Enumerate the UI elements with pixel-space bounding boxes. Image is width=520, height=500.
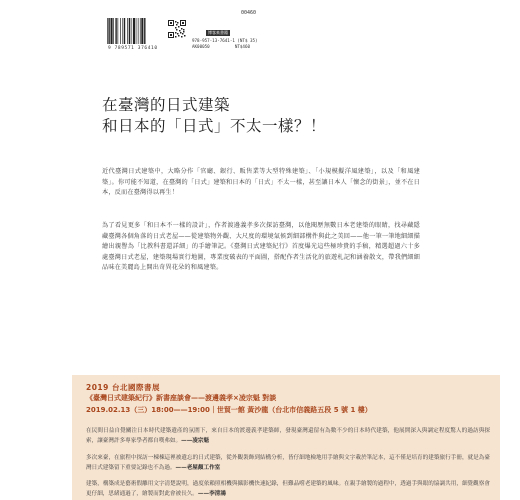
barcode-icon [106, 18, 164, 46]
bookstore-badge: 博客來書籍 [208, 30, 228, 35]
review-text: 多次來臺，在旅程中探訪一棟棟這裡被遺忘的日式建築，從外觀裝飾到結構分析，皆仔細地檢地用手繪與文字載於筆記本，這不僅是培育的建築旅行手冊，就是為臺灣日式建築留下重要記錄也不為過。 [86, 454, 490, 471]
body-paragraph-1: 近代臺灣日式建築中，大略分作「官廳、銀行、販售業等大型特殊建築」、「小規模擬洋風建築」，以及「和風建築」。你可能不知道，在臺灣的「日式」建築和日本的「日式」不太一樣，甚至讓日本人「懷念的街景」，並不在日本，反而在臺灣得以再生！ [102, 168, 420, 197]
headline-line-2: 和日本的「日式」不太一樣？！ [102, 117, 327, 135]
isbn-right-code: NT$460 [234, 44, 250, 49]
review-2 [86, 453, 490, 473]
review-3 [86, 479, 490, 499]
qr-code-icon [168, 20, 186, 38]
isbn-info [192, 19, 258, 50]
body-paragraph-2: 為了看見更多「和日本不一樣的設計」，作者渡邊義孝多次探訪臺灣，以他閱歷無數日本老建築的眼睛，找尋藏隱藏臺灣各個角落的日式老屋——從建築物外觀、大尺度的環境氣候到細部構件與此之美回——他一筆一筆地細細描繪出親譽為「比教科書還詳細」的手繪筆記。《臺灣日式建築紀行》首度爆光這些極珍貴的手稿，精選超過六十多處臺灣日式老屋，建築現場實行地圖，專業度破表的平面圖，搭配作者生活化的旅遊札記和涵養散文，帶我們細細品味在美麗島上開出奇異花朵的和風建築。 [102, 222, 420, 272]
review-text: 在民間日益自覺關注日本時代建築遺產的氛圍下，來自日本的渡邊義孝建築師，發現臺灣還留有為數不少的日本時代建築，他展開深入與調定程度驚人的過訪與探索，讓臺灣許多專家學者都自嘆弗如。 [86, 427, 490, 444]
event-panel [72, 375, 500, 500]
isbn-left-code: AK00050 [192, 44, 210, 49]
barcode-price-code: 00460 [240, 10, 256, 16]
review-1 [86, 426, 490, 446]
review-author: ——凌宗魁 [181, 437, 210, 444]
isbn-number: 978-957-13-7641-1 (NT$ 35) [192, 38, 258, 43]
barcode-number: 9 789571 376410 [108, 46, 158, 51]
cover-headline [102, 95, 432, 137]
isbn-codes [192, 44, 250, 50]
event-subtitle: 《臺灣日式建築紀行》新書座談會——渡邊義孝×凌宗魁 對談 [86, 394, 277, 402]
review-text: 建築，構築成是藝術假離用文字清楚說明，過度依賴照相機與攝影機快速紀錄，但難品嚐老建築的風味。在親手繪製的過程中，透過手與眼的協調共用，細覺觀察會更仔細，思緒通過了，繪製而對此會被長久。 [86, 480, 490, 497]
event-time-location: 2019.02.13（三）18:00——19:00｜世貿一館 黃沙龍（台北市信義路五段 5 號 1 樓） [86, 406, 372, 414]
event-title: 2019 台北國際書展 [86, 383, 160, 392]
review-author: ——李清鴻 [197, 490, 226, 497]
headline-line-1: 在臺灣的日式建築 [102, 96, 231, 114]
review-author: ——老屋顏工作室 [175, 464, 221, 471]
